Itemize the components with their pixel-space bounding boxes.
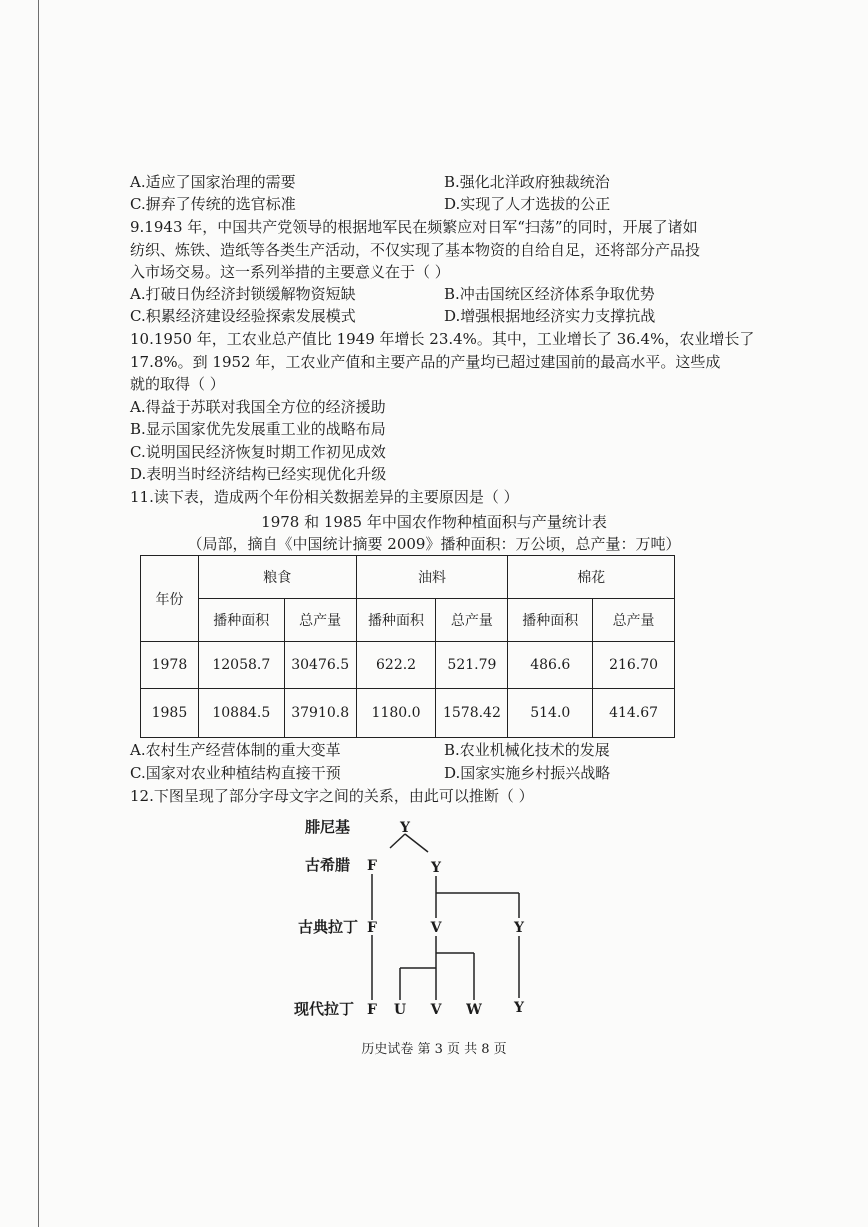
q9-option-a: A.打破日伪经济封锁缓解物资短缺 (130, 285, 356, 303)
table-cell: 37910.8 (284, 689, 356, 738)
table-cell: 1578.42 (436, 689, 508, 738)
q11-option-a: A.农村生产经营体制的重大变革 (130, 741, 341, 759)
header-cotton-area: 播种面积 (508, 599, 593, 642)
table-cell: 1180.0 (356, 689, 436, 738)
table-title: 1978 和 1985 年中国农作物种植面积与产量统计表 (261, 513, 607, 531)
table-cell: 486.6 (508, 642, 593, 689)
q10-stem-line-2: 17.8%。到 1952 年，工农业产值和主要产品的产量均已超过建国前的最高水平。这些成 (130, 353, 721, 371)
q8-option-a: A.适应了国家治理的需要 (130, 173, 296, 191)
header-grain: 粮食 (198, 556, 356, 599)
table-cell: 514.0 (508, 689, 593, 738)
header-cotton-output: 总产量 (593, 599, 675, 642)
header-grain-area: 播种面积 (198, 599, 284, 642)
q10-option-b: B.显示国家优先发展重工业的战略布局 (130, 420, 386, 438)
table-row (141, 689, 675, 738)
crop-statistics-table (140, 555, 675, 738)
label-greek: 古希腊 (305, 856, 351, 874)
letter-modern-y: Y (514, 1000, 524, 1016)
label-phoenician: 腓尼基 (305, 818, 351, 836)
header-grain-output: 总产量 (284, 599, 356, 642)
letter-greek-f: F (367, 858, 377, 874)
table-cell: 216.70 (593, 642, 675, 689)
page-footer: 历史试卷 第 3 页 共 8 页 (361, 1042, 507, 1057)
q11-stem: 11.读下表，造成两个年份相关数据差异的主要原因是（ ） (130, 488, 519, 506)
branch-line (390, 834, 405, 848)
q10-option-c: C.说明国民经济恢复时期工作初见成效 (130, 443, 386, 461)
table-cell: 414.67 (593, 689, 675, 738)
header-year: 年份 (141, 556, 199, 642)
table-cell: 1985 (141, 689, 199, 738)
header-cotton: 棉花 (508, 556, 675, 599)
q9-option-c: C.积累经济建设经验探索发展模式 (130, 307, 356, 325)
header-oil-output: 总产量 (436, 599, 508, 642)
q10-stem-line-1: 10.1950 年，工农业总产值比 1949 年增长 23.4%。其中，工业增长了 36.4%，农业增长了 (130, 330, 755, 348)
letter-modern-w: W (466, 1002, 482, 1018)
q9-stem-line-1: 9.1943 年，中国共产党领导的根据地军民在频繁应对日军“扫荡”的同时，开展了诸如 (130, 218, 698, 236)
letter-modern-v: V (430, 1002, 442, 1018)
q8-option-b: B.强化北洋政府独裁统治 (444, 173, 610, 191)
q10-option-d: D.表明当时经济结构已经实现优化升级 (130, 465, 387, 483)
letter-classical-f: F (367, 920, 377, 936)
table-cell: 12058.7 (198, 642, 284, 689)
q10-option-a: A.得益于苏联对我国全方位的经济援助 (130, 398, 386, 416)
header-oil: 油料 (356, 556, 508, 599)
letter-classical-y: Y (514, 920, 524, 936)
label-classical-latin: 古典拉丁 (298, 918, 359, 936)
table-cell: 30476.5 (284, 642, 356, 689)
q10-stem-line-3: 就的取得（ ） (130, 375, 225, 393)
q11-option-c: C.国家对农业种植结构直接干预 (130, 764, 341, 782)
q11-option-d: D.国家实施乡村振兴战略 (444, 764, 611, 782)
table-row (141, 642, 675, 689)
q9-option-d: D.增强根据地经济实力支撑抗战 (444, 307, 656, 325)
letter-classical-v: V (430, 920, 442, 936)
q12-stem: 12.下图呈现了部分字母文字之间的关系，由此可以推断（ ） (130, 787, 534, 805)
table-cell: 10884.5 (198, 689, 284, 738)
q11-option-b: B.农业机械化技术的发展 (444, 741, 610, 759)
q9-stem-line-2: 纺织、炼铁、造纸等各类生产活动，不仅实现了基本物资的自给自足，还将部分产品投 (130, 241, 701, 259)
q9-option-b: B.冲击国统区经济体系争取优势 (444, 285, 655, 303)
letter-modern-f: F (367, 1002, 377, 1018)
letter-greek-y: Y (431, 860, 441, 876)
branch-line (405, 834, 428, 852)
table-cell: 1978 (141, 642, 199, 689)
label-modern-latin: 现代拉丁 (294, 1000, 355, 1018)
header-oil-area: 播种面积 (356, 599, 436, 642)
q8-option-c: C.摒弃了传统的选官标准 (130, 195, 296, 213)
table-cell: 622.2 (356, 642, 436, 689)
letter-modern-u: U (393, 1002, 407, 1018)
q8-option-d: D.实现了人才选拔的公正 (444, 195, 611, 213)
letter-phoenician-y: Y (400, 820, 410, 836)
table-cell: 521.79 (436, 642, 508, 689)
table-note: （局部，摘自《中国统计摘要 2009》播种面积：万公顷，总产量：万吨） (187, 535, 681, 553)
q9-stem-line-3: 入市场交易。这一系列举措的主要意义在于（ ） (130, 263, 450, 281)
